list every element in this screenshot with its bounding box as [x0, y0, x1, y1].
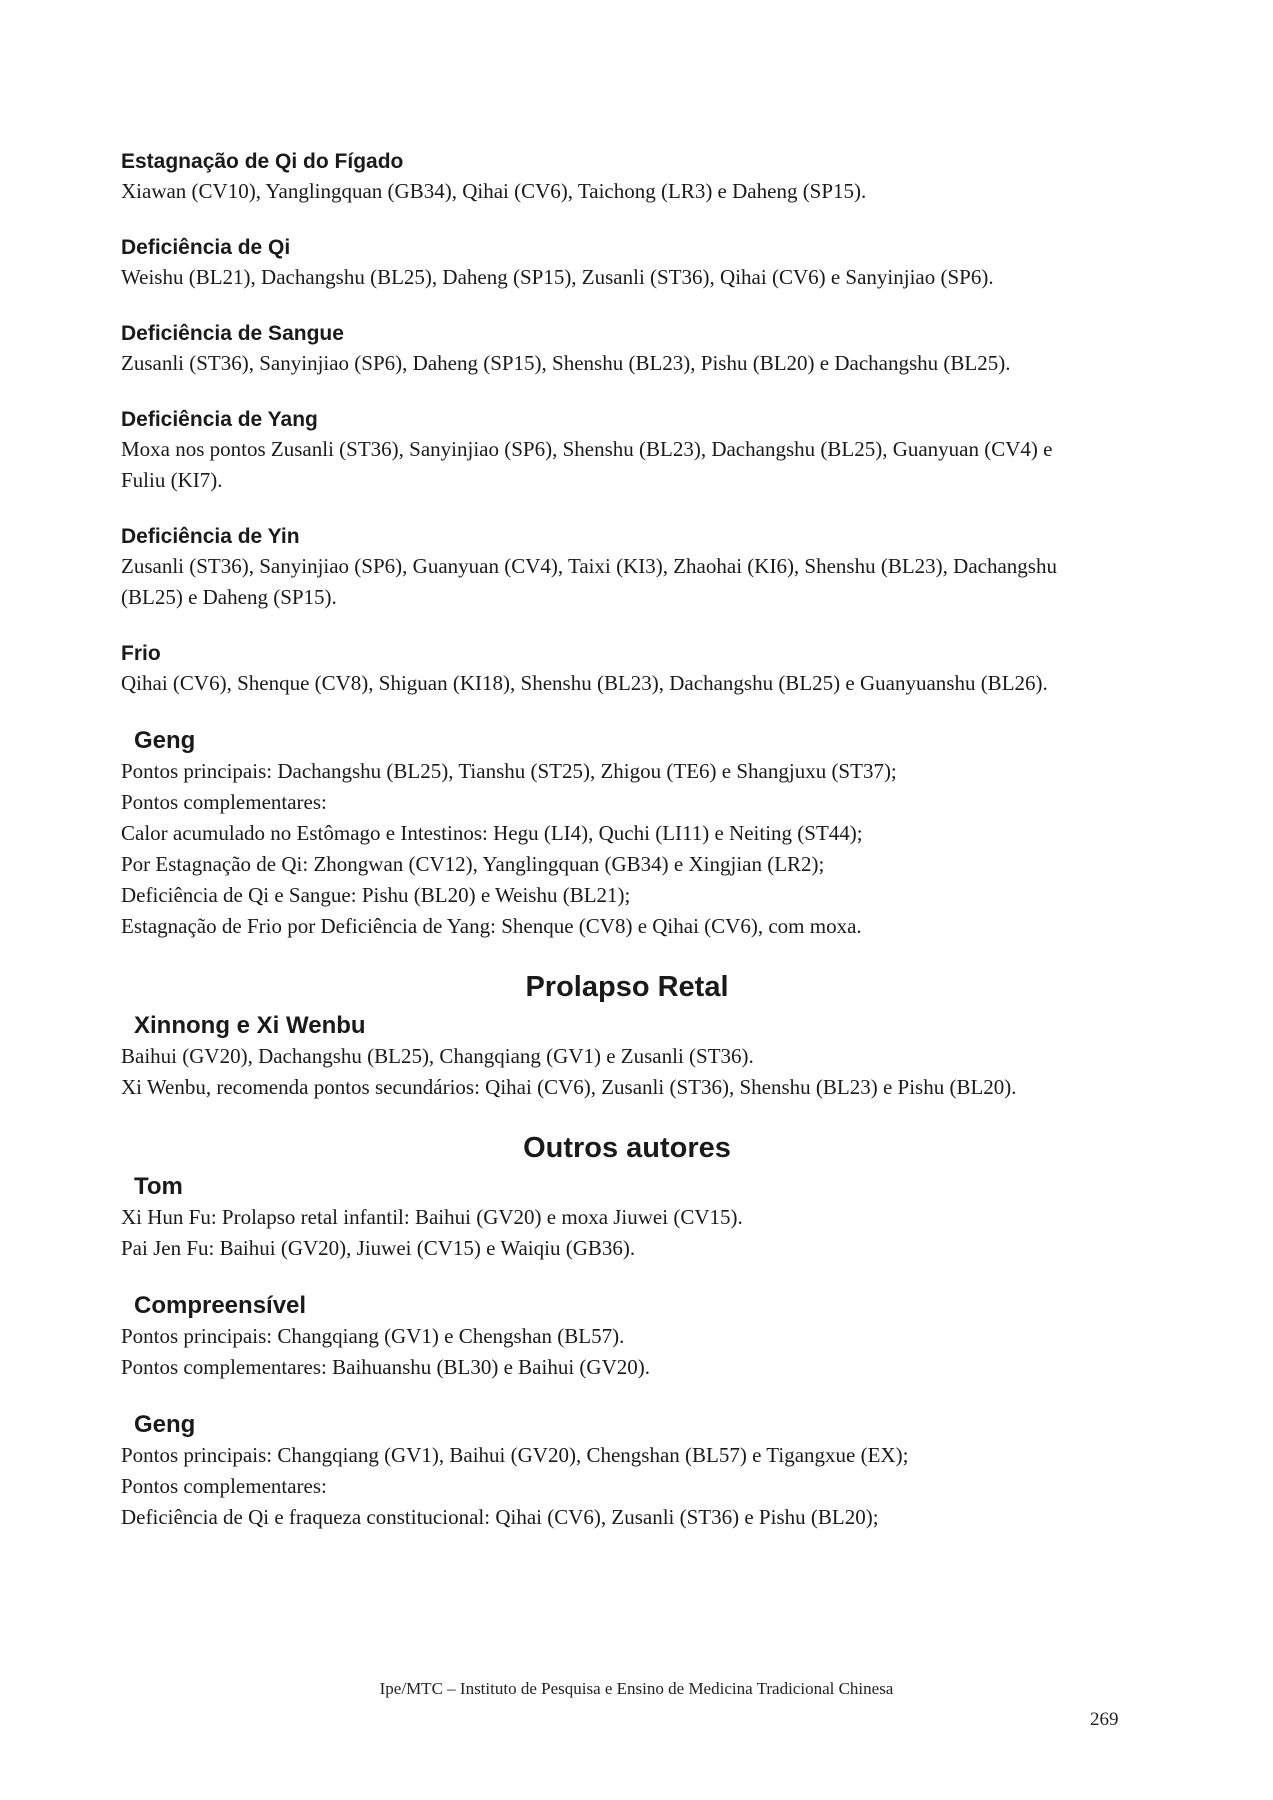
- section-heading: Frio: [121, 642, 161, 665]
- author-heading: Tom: [134, 1173, 183, 1200]
- section-geng-constipacao: [121, 726, 1133, 942]
- text-line: Weishu (BL21), Dachangshu (BL25), Daheng (SP15), Zusanli (ST36), Qihai (CV6) e Sanyinjiao (SP6).: [121, 265, 994, 289]
- text-line: Fuliu (KI7).: [121, 468, 223, 492]
- text-line: Pontos principais: Changqiang (GV1), Baihui (GV20), Chengshan (BL57) e Tigangxue (EX);: [121, 1443, 909, 1467]
- page-number: 269: [1090, 1709, 1119, 1730]
- section-heading: Deficiência de Sangue: [121, 322, 344, 345]
- section-compreensivel: [121, 1291, 1133, 1383]
- text-line: Pontos principais: Dachangshu (BL25), Tianshu (ST25), Zhigou (TE6) e Shangjuxu (ST37);: [121, 759, 897, 783]
- text-line: Pontos complementares:: [121, 1474, 327, 1498]
- text-line: Xiawan (CV10), Yanglingquan (GB34), Qihai (CV6), Taichong (LR3) e Daheng (SP15).: [121, 179, 867, 203]
- chapter-prolapso-retal: [121, 969, 1133, 1005]
- section-deficiencia-sangue: [121, 320, 1133, 379]
- text-line: Calor acumulado no Estômago e Intestinos: Hegu (LI4), Quchi (LI11) e Neiting (ST44);: [121, 821, 863, 845]
- text-line: Moxa nos pontos Zusanli (ST36), Sanyinjiao (SP6), Shenshu (BL23), Dachangshu (BL25), Guanyuan (CV4) e: [121, 437, 1053, 461]
- text-line: Zusanli (ST36), Sanyinjiao (SP6), Guanyuan (CV4), Taixi (KI3), Zhaohai (KI6), Shenshu (BL23), Dachangshu: [121, 554, 1057, 578]
- text-line: Deficiência de Qi e Sangue: Pishu (BL20) e Weishu (BL21);: [121, 883, 631, 907]
- author-heading: Xinnong e Xi Wenbu: [134, 1012, 366, 1039]
- section-geng-prolapso: [121, 1410, 1133, 1533]
- text-line: Pai Jen Fu: Baihui (GV20), Jiuwei (CV15) e Waiqiu (GB36).: [121, 1236, 636, 1260]
- section-heading: Deficiência de Yin: [121, 525, 300, 548]
- section-heading: Deficiência de Qi: [121, 236, 291, 259]
- page-footer: Ipe/MTC – Instituto de Pesquisa e Ensino de Medicina Tradicional Chinesa: [379, 1679, 894, 1698]
- author-heading: Geng: [134, 1411, 196, 1438]
- section-deficiencia-yin: [121, 523, 1133, 613]
- chapter-outros-autores: [121, 1130, 1133, 1166]
- text-line: (BL25) e Daheng (SP15).: [121, 585, 337, 609]
- text-line: Xi Hun Fu: Prolapso retal infantil: Baihui (GV20) e moxa Jiuwei (CV15).: [121, 1205, 743, 1229]
- text-line: Pontos complementares: Baihuanshu (BL30) e Baihui (GV20).: [121, 1355, 650, 1379]
- text-line: Zusanli (ST36), Sanyinjiao (SP6), Daheng (SP15), Shenshu (BL23), Pishu (BL20) e Dachangshu (BL25).: [121, 351, 1011, 375]
- author-heading: Compreensível: [134, 1292, 307, 1319]
- section-deficiencia-qi: [121, 234, 1133, 293]
- text-line: Baihui (GV20), Dachangshu (BL25), Changqiang (GV1) e Zusanli (ST36).: [121, 1044, 754, 1068]
- text-line: Pontos complementares:: [121, 790, 327, 814]
- section-heading: Deficiência de Yang: [121, 408, 318, 431]
- chapter-heading: Outros autores: [523, 1132, 731, 1164]
- text-line: Xi Wenbu, recomenda pontos secundários: Qihai (CV6), Zusanli (ST36), Shenshu (BL23) e Pishu (BL20).: [121, 1075, 1017, 1099]
- author-heading: Geng: [134, 727, 196, 754]
- text-line: Qihai (CV6), Shenque (CV8), Shiguan (KI18), Shenshu (BL23), Dachangshu (BL25) e Guanyuanshu (BL26).: [121, 671, 1048, 695]
- section-xinnong-xi-wenbu: [121, 1011, 1133, 1103]
- text-line: Pontos principais: Changqiang (GV1) e Chengshan (BL57).: [121, 1324, 625, 1348]
- section-tom: [121, 1172, 1133, 1264]
- text-line: Deficiência de Qi e fraqueza constitucional: Qihai (CV6), Zusanli (ST36) e Pishu (BL20);: [121, 1505, 879, 1529]
- text-line: Por Estagnação de Qi: Zhongwan (CV12), Yanglingquan (GB34) e Xingjian (LR2);: [121, 852, 825, 876]
- section-deficiencia-yang: [121, 406, 1133, 496]
- section-heading: Estagnação de Qi do Fígado: [121, 150, 404, 173]
- section-frio: [121, 640, 1133, 699]
- document-body: [121, 148, 1133, 1560]
- text-line: Estagnação de Frio por Deficiência de Yang: Shenque (CV8) e Qihai (CV6), com moxa.: [121, 914, 862, 938]
- chapter-heading: Prolapso Retal: [525, 971, 729, 1003]
- section-estagnacao-qi-figado: [121, 148, 1133, 207]
